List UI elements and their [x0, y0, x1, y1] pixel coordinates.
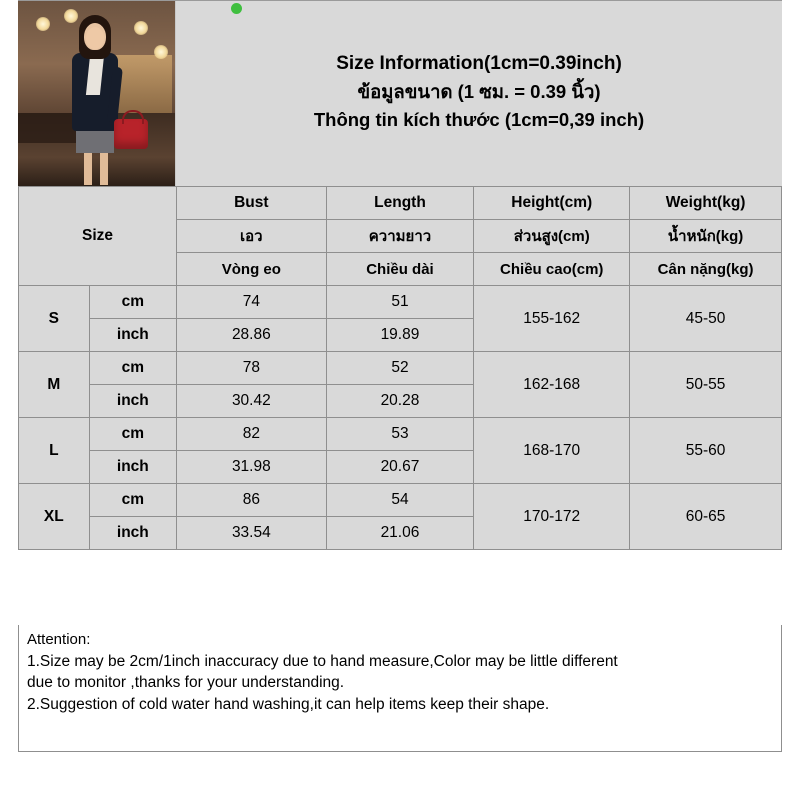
- photo-light-1: [36, 17, 50, 31]
- value-bust-cm-l: 82: [177, 418, 327, 451]
- title-line-th: ข้อมูลขนาด (1 ซม. = 0.39 นิ้ว): [357, 80, 601, 102]
- header-height-vi: Chiều cao(cm): [474, 253, 630, 286]
- unit-cm: cm: [89, 352, 176, 385]
- red-handbag: [114, 119, 148, 149]
- attention-heading: Attention:: [27, 631, 91, 648]
- model-leg-right: [100, 151, 108, 185]
- value-weight-l: 55-60: [630, 418, 782, 484]
- model-photo: [18, 1, 176, 187]
- photo-counter: [18, 113, 78, 143]
- header-length-vi: Chiều dài: [326, 253, 474, 286]
- row-size-s: S: [19, 286, 90, 352]
- unit-inch: inch: [89, 319, 176, 352]
- value-length-inch-xl: 21.06: [326, 517, 474, 550]
- table-row: [19, 418, 782, 451]
- value-length-inch-s: 19.89: [326, 319, 474, 352]
- value-bust-inch-xl: 33.54: [177, 517, 327, 550]
- row-size-m: M: [19, 352, 90, 418]
- unit-inch: inch: [89, 451, 176, 484]
- header-length-en: Length: [326, 187, 474, 220]
- unit-cm: cm: [89, 286, 176, 319]
- value-weight-xl: 60-65: [630, 484, 782, 550]
- value-height-l: 168-170: [474, 418, 630, 484]
- header-bust-en: Bust: [177, 187, 327, 220]
- photo-light-4: [154, 45, 168, 59]
- header-weight-th: น้ำหนัก(kg): [630, 220, 782, 253]
- value-bust-cm-m: 78: [177, 352, 327, 385]
- value-length-inch-m: 20.28: [326, 385, 474, 418]
- value-height-m: 162-168: [474, 352, 630, 418]
- attention-line-2: due to monitor ,thanks for your understanding.: [27, 674, 345, 691]
- unit-cm: cm: [89, 484, 176, 517]
- unit-inch: inch: [89, 385, 176, 418]
- title-line-en: Size Information(1cm=0.39inch): [336, 52, 622, 74]
- value-bust-cm-s: 74: [177, 286, 327, 319]
- photo-background-panel: [114, 55, 172, 119]
- row-size-l: L: [19, 418, 90, 484]
- size-table: [18, 186, 782, 550]
- unit-inch: inch: [89, 517, 176, 550]
- header-weight-vi: Cân nặng(kg): [630, 253, 782, 286]
- title-line-vi: Thông tin kích thước (1cm=0,39 inch): [313, 108, 645, 130]
- table-row: [19, 352, 782, 385]
- value-height-s: 155-162: [474, 286, 630, 352]
- value-bust-inch-s: 28.86: [177, 319, 327, 352]
- value-length-cm-xl: 54: [326, 484, 474, 517]
- value-bust-inch-l: 31.98: [177, 451, 327, 484]
- header-bust-vi: Vòng eo: [177, 253, 327, 286]
- title-block: [176, 1, 782, 186]
- header-bust-th: เอว: [177, 220, 327, 253]
- value-length-inch-l: 20.67: [326, 451, 474, 484]
- value-height-xl: 170-172: [474, 484, 630, 550]
- photo-light-2: [64, 9, 78, 23]
- table-row: [19, 286, 782, 319]
- attention-line-3: 2.Suggestion of cold water hand washing,it can help items keep their shape.: [27, 695, 550, 713]
- value-length-cm-s: 51: [326, 286, 474, 319]
- model-leg-left: [84, 151, 92, 185]
- header-height-en: Height(cm): [474, 187, 630, 220]
- value-bust-inch-m: 30.42: [177, 385, 327, 418]
- table-header-row-en: [19, 187, 782, 220]
- attention-line-1: 1.Size may be 2cm/1inch inaccuracy due to hand measure,Color may be little different: [27, 652, 618, 670]
- value-length-cm-l: 53: [326, 418, 474, 451]
- size-column-header: Size: [19, 187, 177, 286]
- unit-cm: cm: [89, 418, 176, 451]
- value-weight-m: 50-55: [630, 352, 782, 418]
- attention-block: [18, 625, 782, 752]
- header-weight-en: Weight(kg): [630, 187, 782, 220]
- table-row: [19, 484, 782, 517]
- row-size-xl: XL: [19, 484, 90, 550]
- header-band: [18, 0, 782, 186]
- value-length-cm-m: 52: [326, 352, 474, 385]
- photo-light-3: [134, 21, 148, 35]
- model-face: [86, 27, 104, 49]
- green-status-dot-icon: [231, 3, 242, 14]
- header-height-th: ส่วนสูง(cm): [474, 220, 630, 253]
- value-weight-s: 45-50: [630, 286, 782, 352]
- value-bust-cm-xl: 86: [177, 484, 327, 517]
- header-length-th: ความยาว: [326, 220, 474, 253]
